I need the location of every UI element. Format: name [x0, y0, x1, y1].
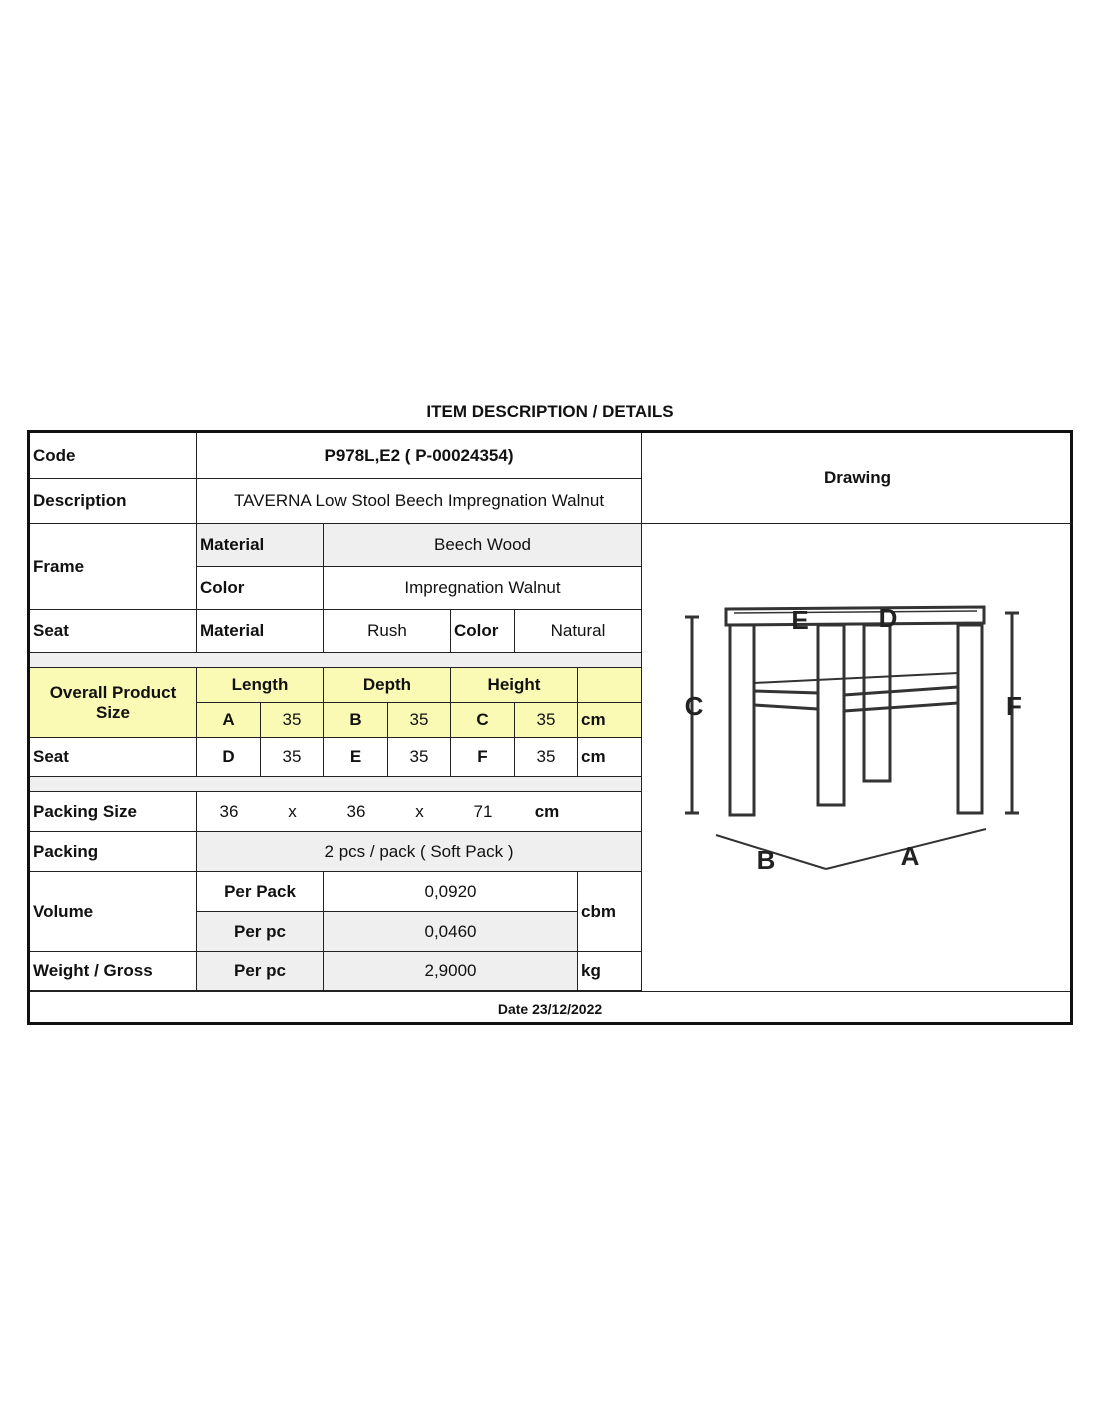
- date-footer: Date 23/12/2022: [30, 991, 1070, 1026]
- volume-per-pack-value: 0,0920: [324, 872, 578, 912]
- packing-size-x2: x: [415, 801, 424, 821]
- frame-material-value: Beech Wood: [324, 524, 642, 567]
- dim-d-letter: D: [197, 738, 261, 777]
- stretcher-rear: [754, 673, 958, 683]
- packing-size-unit: cm: [534, 801, 560, 821]
- code-label: Code: [30, 433, 197, 479]
- drawing-letter-a: A: [900, 841, 920, 871]
- drawing-letter-c: C: [684, 691, 704, 721]
- packing-size-values: [197, 792, 642, 832]
- dim-b-value: 35: [388, 703, 451, 738]
- weight-per-pc-label: Per pc: [197, 952, 324, 991]
- dim-c-value: 35: [515, 703, 578, 738]
- stretcher-left: [754, 691, 818, 709]
- seat-color-value: Natural: [515, 610, 642, 653]
- packing-size-x1: x: [288, 801, 297, 821]
- drawing-letter-f: F: [1006, 691, 1022, 721]
- frame-color-label: Color: [197, 567, 324, 610]
- dim-e-value: 35: [388, 738, 451, 777]
- weight-label: Weight / Gross: [30, 952, 197, 991]
- dim-b-letter: B: [324, 703, 388, 738]
- dim-d-value: 35: [261, 738, 324, 777]
- drawing-letter-b: B: [756, 845, 776, 875]
- overall-unit: cm: [578, 703, 642, 738]
- unit-header: [578, 668, 642, 703]
- dim-f-letter: F: [451, 738, 515, 777]
- length-label: Length: [197, 668, 324, 703]
- frame-label: Frame: [30, 524, 197, 610]
- packing-size-1: 36: [219, 801, 239, 821]
- volume-per-pc-label: Per pc: [197, 912, 324, 952]
- drawing-label: Drawing: [642, 433, 1073, 524]
- seat-color-label: Color: [451, 610, 515, 653]
- description-value: TAVERNA Low Stool Beech Impregnation Walnut: [197, 479, 642, 524]
- stool-drawing: [642, 523, 1073, 991]
- description-label: Description: [30, 479, 197, 524]
- dim-e-letter: E: [324, 738, 388, 777]
- packing-size-2: 36: [346, 801, 366, 821]
- packing-value: 2 pcs / pack ( Soft Pack ): [197, 832, 642, 872]
- document-title: ITEM DESCRIPTION / DETAILS: [426, 402, 674, 421]
- dim-c-letter: C: [451, 703, 515, 738]
- spacer: [30, 777, 642, 792]
- seat-material-label: Material: [197, 610, 324, 653]
- packing-size-label: Packing Size: [30, 792, 197, 832]
- weight-value: 2,9000: [324, 952, 578, 991]
- weight-unit: kg: [578, 952, 642, 991]
- frame-material-label: Material: [197, 524, 324, 567]
- seat-material-value: Rush: [324, 610, 451, 653]
- seat-size-label: Seat: [30, 738, 197, 777]
- volume-per-pc-value: 0,0460: [324, 912, 578, 952]
- leg-front-left: [730, 625, 754, 815]
- stool-drawing-svg: [642, 523, 1073, 991]
- height-label: Height: [451, 668, 578, 703]
- drawing-letter-d: D: [878, 603, 898, 633]
- volume-unit: cbm: [578, 872, 642, 952]
- seat-top: [726, 607, 984, 625]
- volume-per-pack-label: Per Pack: [197, 872, 324, 912]
- code-value: P978L,E2 ( P-00024354): [197, 433, 642, 479]
- overall-size-label: Overall Product Size: [30, 668, 197, 738]
- seat-size-unit: cm: [578, 738, 642, 777]
- drawing-letter-e: E: [791, 605, 809, 635]
- frame-color-value: Impregnation Walnut: [324, 567, 642, 610]
- dim-a-value: 35: [261, 703, 324, 738]
- spacer: [30, 653, 642, 668]
- volume-label: Volume: [30, 872, 197, 952]
- leg-center-front: [818, 625, 844, 805]
- depth-label: Depth: [324, 668, 451, 703]
- dim-f-value: 35: [515, 738, 578, 777]
- dim-a-letter: A: [197, 703, 261, 738]
- stretcher-front: [844, 687, 958, 711]
- packing-label: Packing: [30, 832, 197, 872]
- spec-sheet: [27, 430, 1073, 1025]
- packing-size-3: 71: [473, 801, 493, 821]
- leg-rear-center: [864, 625, 890, 781]
- seat-label: Seat: [30, 610, 197, 653]
- seat-inner-line: [734, 611, 977, 613]
- leg-front-right: [958, 625, 982, 813]
